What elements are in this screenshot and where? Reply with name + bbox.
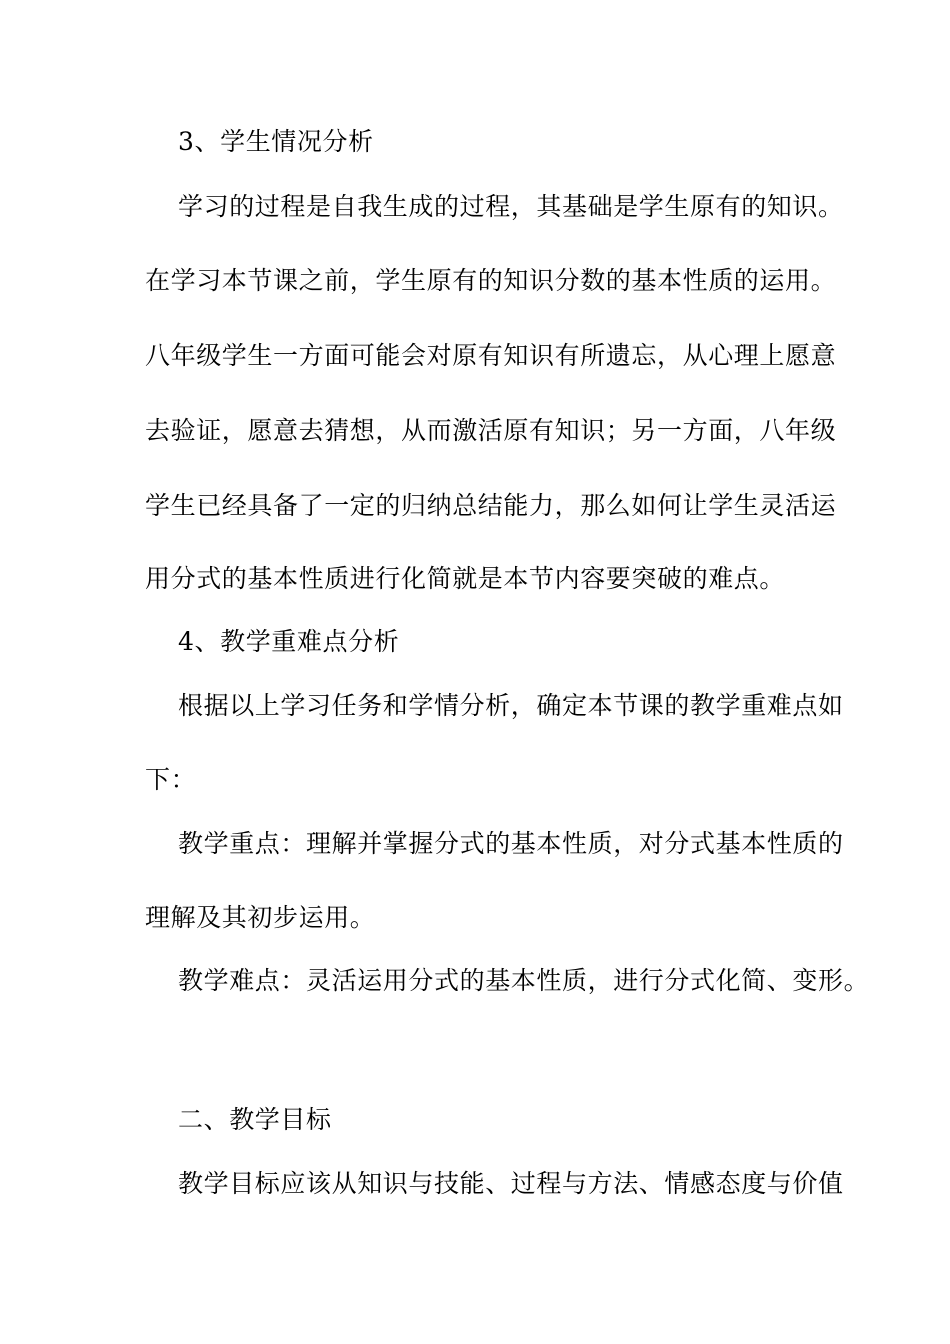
teaching-difficult-point: 教学难点：灵活运用分式的基本性质，进行分式化简、变形。 [178,966,870,995]
section-heading-teaching-objectives: 二、教学目标 [178,1105,332,1134]
paragraph-line: 学生已经具备了一定的归纳总结能力，那么如何让学生灵活运 [145,491,837,520]
teaching-key-point-continued: 理解及其初步运用。 [145,903,376,932]
section-heading-student-analysis: 3、学生情况分析 [178,127,374,156]
paragraph-line: 教学目标应该从知识与技能、过程与方法、情感态度与价值 [178,1169,844,1198]
paragraph-line: 学习的过程是自我生成的过程，其基础是学生原有的知识。 [178,192,844,221]
paragraph-line: 用分式的基本性质进行化简就是本节内容要突破的难点。 [145,564,786,593]
paragraph-line: 在学习本节课之前，学生原有的知识分数的基本性质的运用。 [145,266,837,295]
paragraph-line: 下： [145,765,197,794]
paragraph-line: 八年级学生一方面可能会对原有知识有所遗忘，从心理上愿意 [145,341,837,370]
teaching-key-point: 教学重点：理解并掌握分式的基本性质，对分式基本性质的 [178,829,844,858]
paragraph-line: 去验证，愿意去猜想，从而激活原有知识；另一方面，八年级 [145,416,837,445]
section-heading-key-difficult-points: 4、教学重难点分析 [178,627,400,656]
paragraph-line: 根据以上学习任务和学情分析，确定本节课的教学重难点如 [178,691,844,720]
